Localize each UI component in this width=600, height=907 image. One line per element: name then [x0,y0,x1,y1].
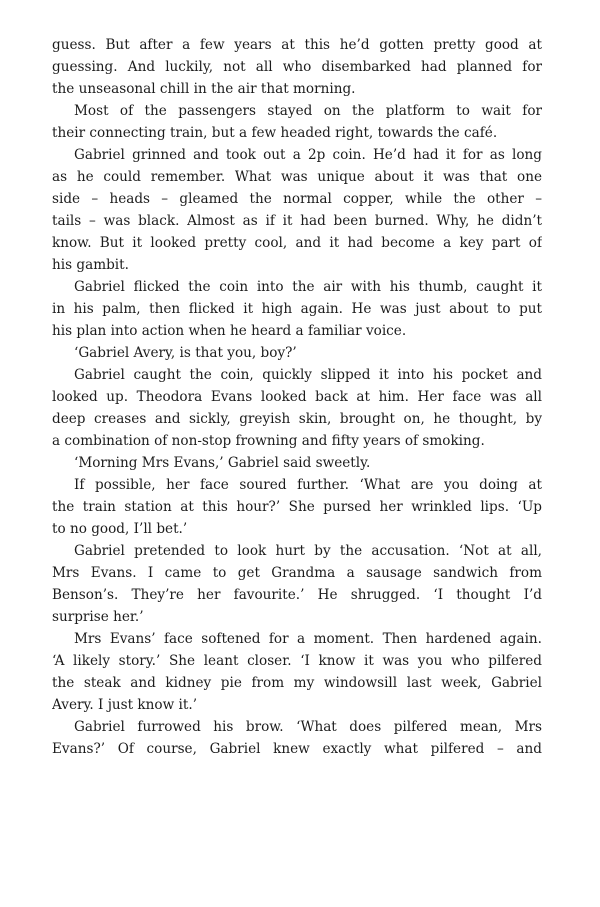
text-line: Mrs Evans’ face softened for a moment. Then hardened again. [74,631,542,647]
text-line: his gambit. [52,257,129,273]
text-line: ‘Gabriel Avery, is that you, boy?’ [74,345,297,361]
text-line: Most of the passengers stayed on the platform to wait for [74,103,542,119]
text-line: know. But it looked pretty cool, and it had become a key part of [52,235,542,251]
text-line: Benson’s. They’re her favourite.’ He shrugged. ‘I thought I’d [52,587,542,603]
text-line: Gabriel pretended to look hurt by the accusation. ‘Not at all, [74,543,542,559]
text-line: Avery. I just know it.’ [52,697,198,713]
text-line: Gabriel grinned and took out a 2p coin. He’d had it for as long [74,147,542,163]
text-line: Mrs Evans. I came to get Grandma a sausage sandwich from [52,565,542,581]
text-line: looked up. Theodora Evans looked back at him. Her face was all [52,389,542,405]
text-line: tails – was black. Almost as if it had been burned. Why, he didn’t [52,213,542,229]
text-line: as he could remember. What was unique about it was that one [52,169,542,185]
text-line: deep creases and sickly, greyish skin, brought on, he thought, by [52,411,542,427]
text-line: in his palm, then flicked it high again. He was just about to put [52,301,542,317]
text-line: If possible, her face soured further. ‘What are you doing at [74,477,542,493]
text-line: Gabriel flicked the coin into the air with his thumb, caught it [74,279,542,295]
text-line: a combination of non-stop frowning and fifty years of smoking. [52,433,485,449]
text-line: ‘A likely story.’ She leant closer. ‘I know it was you who pilfered [52,653,542,669]
text-line: Evans?’ Of course, Gabriel knew exactly what pilfered – and [52,741,542,757]
text-line: the steak and kidney pie from my windowsill last week, Gabriel [52,675,542,691]
text-line: guessing. And luckily, not all who disembarked had planned for [52,59,542,75]
text-line: his plan into action when he heard a familiar voice. [52,323,407,339]
text-line: the train station at this hour?’ She pursed her wrinkled lips. ‘Up [52,499,542,515]
text-line: side – heads – gleamed the normal copper, while the other – [52,191,542,207]
text-line: ‘Morning Mrs Evans,’ Gabriel said sweetly. [74,455,371,471]
text-line: guess. But after a few years at this he’d gotten pretty good at [52,37,542,53]
text-line: their connecting train, but a few headed right, towards the café. [52,125,498,141]
text-line: the unseasonal chill in the air that morning. [52,81,356,97]
text-line: Gabriel furrowed his brow. ‘What does pilfered mean, Mrs [74,719,542,735]
body-text [52,34,542,760]
text-line: surprise her.’ [52,609,144,625]
text-line: Gabriel caught the coin, quickly slipped it into his pocket and [74,367,542,383]
text-line: to no good, I’ll bet.’ [52,521,188,537]
